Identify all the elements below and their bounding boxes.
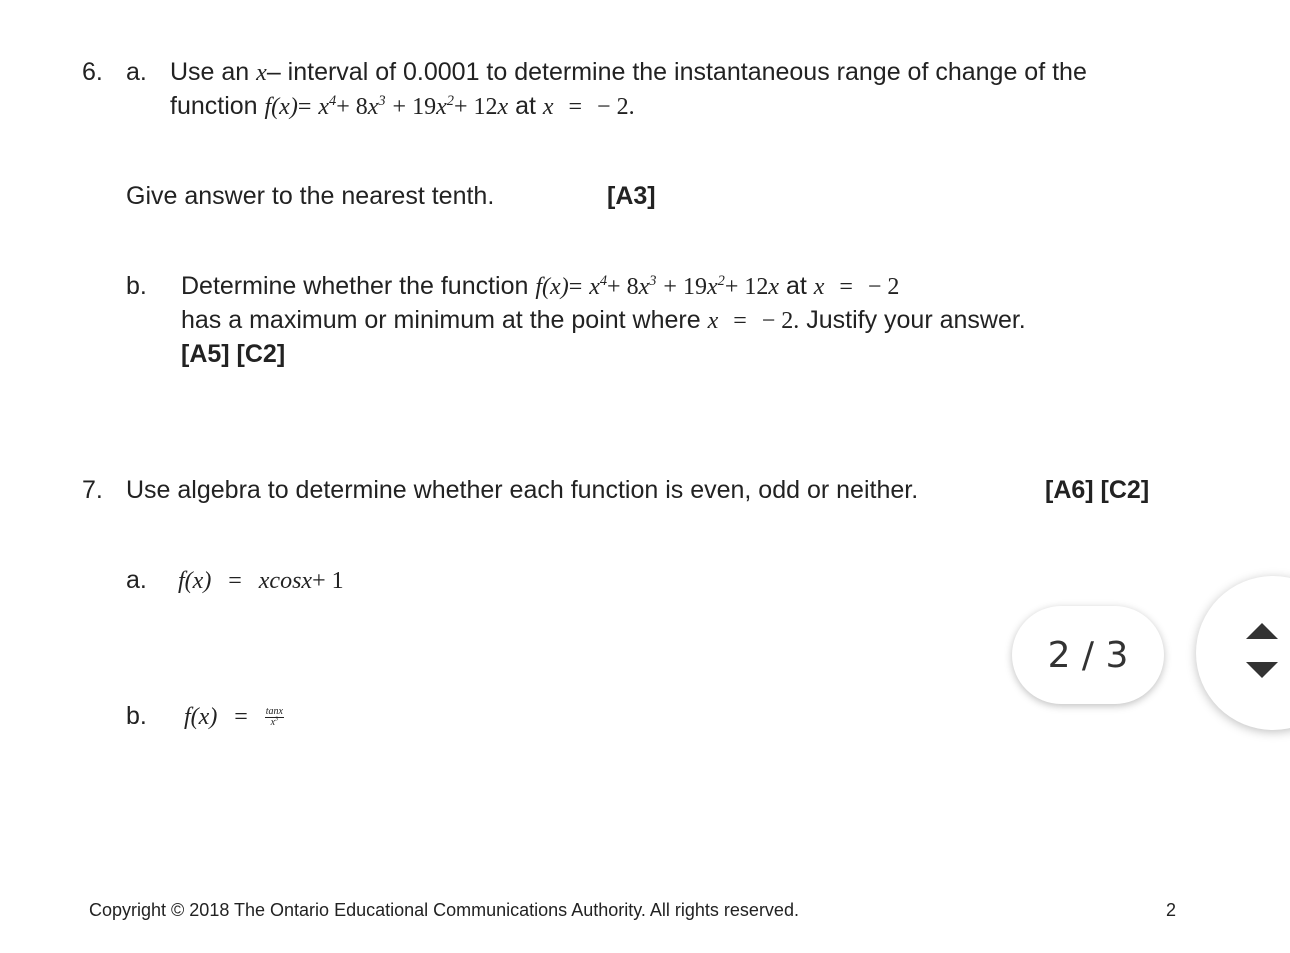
q6b-label: b.	[126, 272, 147, 300]
q6a-x-variable: x	[256, 60, 267, 86]
page-nav-control	[1196, 576, 1290, 730]
q7-tags: [A6] [C2]	[1045, 476, 1150, 504]
q6b-line1-prefix: Determine whether the function	[181, 272, 529, 300]
q6b-tags: [A5] [C2]	[181, 340, 286, 368]
q7-text: Use algebra to determine whether each function is even, odd or neither.	[126, 476, 919, 504]
previous-page-arrow-icon[interactable]	[1246, 623, 1278, 639]
footer-page-number: 2	[1166, 900, 1177, 920]
q7b-function	[184, 701, 284, 732]
q6a-term3-coef: + 19	[392, 94, 437, 120]
q6a-term3: $x^2$	[436, 93, 454, 120]
q6b-term4-var: x	[768, 274, 780, 300]
q6b-line2-suffix: Justify your answer.	[806, 306, 1026, 334]
q7a-label: a.	[126, 566, 147, 594]
q6a-line1-prefix: Use an	[170, 58, 250, 86]
q6b-term1: $x^4$	[589, 273, 608, 300]
page-indicator: 2 / 3	[1012, 606, 1164, 704]
q6b-line2	[181, 305, 1026, 336]
q6a-term2-coef: + 8	[336, 94, 368, 120]
q6a-equals: =	[297, 94, 312, 120]
q6b-line1	[181, 271, 899, 302]
q7-number: 7.	[82, 476, 103, 504]
q6a-point-eq: =	[568, 94, 583, 120]
q7a-function	[178, 565, 344, 596]
q6b-line2-prefix: has a maximum or minimum at the point where	[181, 306, 701, 334]
q6a-point-var: x	[542, 94, 554, 120]
q6b-line2-var: x	[707, 308, 719, 334]
q6b-function-name: f(x)	[535, 274, 569, 300]
q6a-function-name: f(x)	[264, 94, 298, 120]
q6b-term4-coef: + 12	[724, 274, 769, 300]
q7a-expression-tail: + 1	[312, 568, 344, 594]
q6-number: 6.	[82, 58, 103, 86]
q7b-denominator: $x^3$	[270, 716, 279, 728]
q7a-function-name: f(x)	[178, 568, 212, 594]
q6a-term4-var: x	[497, 94, 509, 120]
q6-give-instruction: Give answer to the nearest tenth.	[126, 182, 495, 210]
q7a-equals: =	[228, 568, 242, 594]
q7b-numerator: tanx	[265, 705, 283, 717]
footer-copyright: Copyright © 2018 The Ontario Educational Communications Authority. All rights reserved.	[89, 900, 799, 920]
q6a-line1	[170, 57, 1087, 88]
q6b-at: at	[785, 272, 807, 300]
q6a-line2-prefix: function	[170, 92, 258, 120]
q7b-label: b.	[126, 702, 147, 730]
q7b-fraction	[265, 707, 284, 728]
q7a-expression: xcosx	[258, 568, 313, 594]
q6a-point-value: − 2.	[597, 94, 635, 120]
q6a-label: a.	[126, 58, 147, 86]
q6a-line1-suffix: – interval of 0.0001 to determine the instantaneous range of change of the	[266, 58, 1087, 86]
q6a-term1: $x^4$	[318, 93, 337, 120]
q6b-point-eq: =	[839, 274, 853, 300]
q6b-line2-value: − 2.	[761, 308, 800, 334]
q6b-term2: $x^3$	[638, 273, 657, 300]
q7b-function-name: f(x)	[184, 704, 218, 730]
q6b-point-value: − 2	[867, 274, 900, 300]
q6b-term3: $x^2$	[706, 273, 725, 300]
q6a-term2: $x^3$	[367, 93, 386, 120]
next-page-arrow-icon[interactable]	[1246, 662, 1278, 678]
q6a-term4-coef: + 12	[453, 94, 498, 120]
q7b-equals: =	[234, 704, 248, 730]
q6b-term3-coef: + 19	[663, 274, 707, 300]
q6b-point-var: x	[813, 274, 825, 300]
q6b-equals: =	[568, 274, 583, 300]
q6b-line2-eq: =	[733, 308, 747, 334]
q6b-term2-coef: + 8	[607, 274, 639, 300]
q6a-line2	[170, 91, 635, 122]
q6-give-tag: [A3]	[607, 182, 656, 210]
q6a-at: at	[515, 92, 536, 120]
